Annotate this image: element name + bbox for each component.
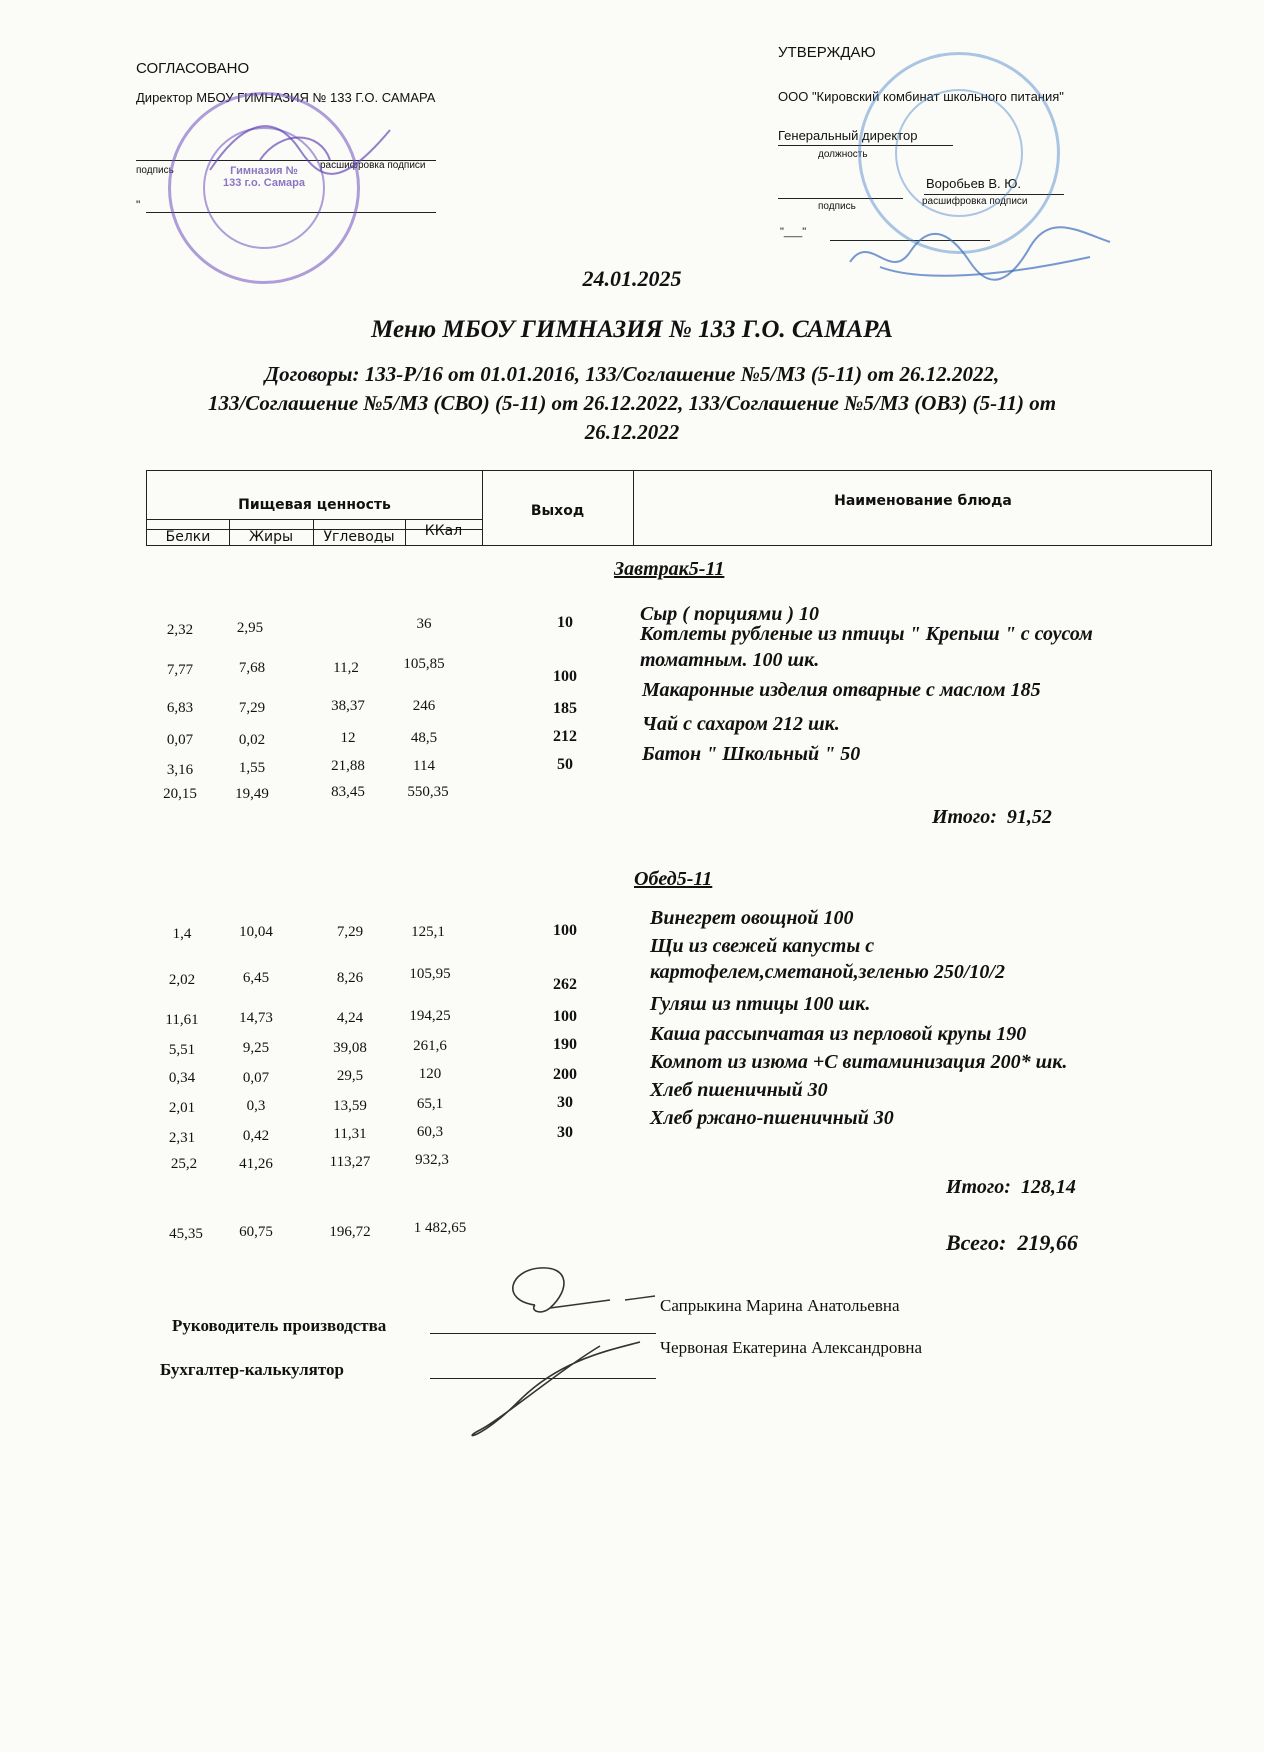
approval-right-signature-line — [778, 198, 903, 199]
breakfast-2-fats: 7,68 — [238, 660, 266, 676]
breakfast-4-proteins: 0,07 — [166, 732, 194, 748]
breakfast-2-yield: 100 — [553, 668, 577, 685]
lunch-6-kcal: 65,1 — [416, 1096, 444, 1112]
lunch-2-proteins: 2,02 — [168, 972, 196, 988]
approval-right-heading: УТВЕРЖДАЮ — [778, 44, 876, 61]
breakfast-total — [932, 806, 1052, 829]
lunch-2-dish — [650, 933, 1190, 985]
breakfast-2-kcal: 105,85 — [403, 656, 445, 672]
approval-left-decoding-caption: расшифровка подписи — [320, 160, 426, 171]
breakfast-sum-proteins: 20,15 — [163, 786, 197, 802]
lunch-1-fats: 10,04 — [239, 924, 273, 940]
lunch-5-dish — [650, 1049, 1230, 1075]
header-carbs: Углеводы — [323, 529, 395, 545]
breakfast-5-carbs: 21,88 — [331, 758, 365, 774]
dish-line: Каша рассыпчатая из перловой крупы 190 — [650, 1023, 1027, 1045]
header-nutrition: Пищевая ценность — [238, 497, 391, 513]
lunch-2-fats: 6,45 — [242, 970, 270, 986]
lunch-sum-kcal: 932,3 — [415, 1152, 449, 1168]
breakfast-1-kcal: 36 — [416, 616, 432, 632]
lunch-1-carbs: 7,29 — [336, 924, 364, 940]
lunch-7-carbs: 11,31 — [333, 1126, 367, 1142]
contracts-line-3: 26.12.2022 — [584, 420, 680, 444]
stamp-left-text: Гимназия № 133 г.о. Самара — [223, 165, 305, 189]
lunch-4-kcal: 261,6 — [413, 1038, 447, 1054]
lunch-3-fats: 14,73 — [239, 1010, 273, 1026]
contracts-line-1: Договоры: 133-Р/16 от 01.01.2016, 133/Соглашение №5/МЗ (5-11) от 26.12.2022, — [264, 362, 1000, 386]
lunch-4-dish — [650, 1021, 1190, 1047]
lunch-3-dish — [650, 991, 1190, 1017]
breakfast-1-fats: 2,95 — [236, 620, 264, 636]
lunch-7-yield: 30 — [557, 1124, 573, 1141]
breakfast-1-proteins: 2,32 — [166, 622, 194, 638]
grand-sum-kcal: 1 482,65 — [413, 1220, 467, 1236]
contracts — [0, 360, 1264, 447]
approval-left-position: Директор МБОУ ГИМНАЗИЯ № 133 Г.О. САМАРА — [136, 90, 436, 105]
menu-date: 24.01.2025 — [582, 266, 682, 291]
lunch-total-label: Итого: — [946, 1176, 1011, 1198]
grand-total-label: Всего: — [946, 1230, 1007, 1255]
lunch-5-proteins: 0,34 — [168, 1070, 196, 1086]
dish-line: картофелем,сметаной,зеленью 250/10/2 — [650, 961, 1005, 983]
accountant-name: Червоная Екатерина Александровна — [660, 1338, 923, 1357]
breakfast-5-kcal: 114 — [413, 758, 435, 774]
grand-sum-fats: 60,75 — [239, 1224, 273, 1240]
breakfast-2-carbs: 11,2 — [333, 660, 359, 676]
lunch-4-fats: 9,25 — [242, 1040, 270, 1056]
breakfast-2-dish — [640, 621, 1180, 673]
breakfast-3-fats: 7,29 — [238, 700, 266, 716]
approval-left-signature-caption: подпись — [136, 165, 174, 176]
lunch-4-proteins: 5,51 — [168, 1042, 196, 1058]
lunch-3-yield: 100 — [553, 1008, 577, 1025]
accountant-label: Бухгалтер-калькулятор — [160, 1360, 344, 1379]
lunch-3-proteins: 11,61 — [165, 1012, 199, 1028]
lunch-section-title: Обед5-11 — [634, 868, 713, 890]
lunch-sum-fats: 41,26 — [239, 1156, 273, 1172]
dish-line: Хлеб ржано-пшеничный 30 — [650, 1107, 894, 1129]
approval-right-decoding-caption: расшифровка подписи — [922, 196, 1028, 207]
lunch-6-dish — [650, 1077, 1190, 1103]
lunch-6-yield: 30 — [557, 1094, 573, 1111]
contracts-line-2: 133/Соглашение №5/МЗ (СВО) (5-11) от 26.12.2022, 133/Соглашение №5/МЗ (ОВЗ) (5-11) от — [207, 391, 1057, 415]
signature-left-image — [190, 100, 410, 210]
approval-right-name: Воробьев В. Ю. — [926, 176, 1021, 191]
approval-right-name-line — [924, 194, 1064, 195]
approval-right-date: "___" — [780, 226, 807, 238]
breakfast-3-kcal: 246 — [412, 698, 436, 714]
dish-line: Батон " Школьный " 50 — [642, 743, 861, 765]
production-head-name: Сапрыкина Марина Анатольевна — [660, 1296, 900, 1315]
lunch-5-kcal: 120 — [418, 1066, 442, 1082]
lunch-1-proteins: 1,4 — [172, 926, 192, 942]
dish-line: Щи из свежей капусты с — [650, 935, 875, 957]
header-kcal: ККал — [424, 523, 463, 539]
dish-line: Гуляш из птицы 100 шк. — [650, 993, 871, 1015]
approval-right-position-line — [778, 145, 953, 146]
lunch-6-carbs: 13,59 — [333, 1098, 367, 1114]
dish-line: Винегрет овощной 100 — [650, 907, 854, 929]
breakfast-5-proteins: 3,16 — [166, 762, 194, 778]
dish-line: Компот из изюма +С витаминизация 200* шк. — [650, 1051, 1068, 1073]
lunch-4-yield: 190 — [553, 1036, 577, 1053]
lunch-sum-carbs: 113,27 — [329, 1154, 371, 1170]
dish-line: Макаронные изделия отварные с маслом 185 — [642, 679, 1041, 701]
breakfast-total-value: 91,52 — [1006, 806, 1052, 828]
breakfast-5-yield: 50 — [557, 756, 573, 773]
approval-right-position-caption: должность — [818, 149, 868, 160]
lunch-total-value: 128,14 — [1020, 1176, 1076, 1198]
lunch-2-yield: 262 — [553, 976, 577, 993]
lunch-2-kcal: 105,95 — [409, 966, 451, 982]
grand-total-value: 219,66 — [1017, 1230, 1078, 1255]
breakfast-sum-carbs: 83,45 — [331, 784, 365, 800]
breakfast-1-yield: 10 — [557, 614, 573, 631]
breakfast-total-label: Итого: — [932, 806, 997, 828]
breakfast-3-proteins: 6,83 — [166, 700, 194, 716]
grand-sum-carbs: 196,72 — [329, 1224, 371, 1240]
breakfast-section-title: Завтрак5-11 — [614, 558, 725, 580]
menu-table-header — [146, 470, 1212, 546]
breakfast-sum-fats: 19,49 — [235, 786, 269, 802]
breakfast-3-dish — [642, 677, 1182, 703]
breakfast-4-carbs: 12 — [340, 730, 356, 746]
approval-right-position: Генеральный директор — [778, 128, 918, 143]
breakfast-4-yield: 212 — [553, 728, 577, 745]
lunch-7-kcal: 60,3 — [416, 1124, 444, 1140]
dish-line: Сыр ( порциями ) 10 — [640, 603, 820, 625]
lunch-7-dish — [650, 1105, 1190, 1131]
breakfast-sum-kcal: 550,35 — [407, 784, 449, 800]
dish-line: Чай с сахаром 212 шк. — [642, 713, 840, 735]
lunch-3-kcal: 194,25 — [409, 1008, 451, 1024]
menu-title: Меню МБОУ ГИМНАЗИЯ № 133 Г.О. САМАРА — [371, 316, 893, 343]
approval-left-date-line — [146, 212, 436, 213]
breakfast-2-proteins: 7,77 — [166, 662, 194, 678]
breakfast-4-fats: 0,02 — [238, 732, 266, 748]
lunch-sum-proteins: 25,2 — [170, 1156, 198, 1172]
lunch-6-fats: 0,3 — [246, 1098, 266, 1114]
lunch-total — [946, 1176, 1076, 1199]
lunch-5-yield: 200 — [553, 1066, 577, 1083]
lunch-7-fats: 0,42 — [242, 1128, 270, 1144]
lunch-4-carbs: 39,08 — [333, 1040, 367, 1056]
approval-left-date: " — [136, 198, 141, 212]
breakfast-4-kcal: 48,5 — [410, 730, 438, 746]
lunch-1-yield: 100 — [553, 922, 577, 939]
lunch-1-kcal: 125,1 — [411, 924, 445, 940]
lunch-5-fats: 0,07 — [242, 1070, 270, 1086]
header-dish-name: Наименование блюда — [834, 493, 1012, 509]
handwritten-signature-image — [440, 1250, 680, 1450]
breakfast-3-carbs: 38,37 — [331, 698, 365, 714]
lunch-2-carbs: 8,26 — [336, 970, 364, 986]
header-fats: Жиры — [248, 529, 294, 545]
production-head-label: Руководитель производства — [172, 1316, 387, 1335]
header-proteins: Белки — [165, 529, 211, 545]
header-yield: Выход — [530, 503, 585, 519]
approval-left-heading: СОГЛАСОВАНО — [136, 60, 250, 77]
approval-right-signature-caption: подпись — [818, 201, 856, 212]
lunch-7-proteins: 2,31 — [168, 1130, 196, 1146]
lunch-6-proteins: 2,01 — [168, 1100, 196, 1116]
lunch-3-carbs: 4,24 — [336, 1010, 364, 1026]
breakfast-3-yield: 185 — [553, 700, 577, 717]
dish-line: томатным. 100 шк. — [640, 649, 820, 671]
grand-sum-proteins: 45,35 — [169, 1226, 203, 1242]
lunch-5-carbs: 29,5 — [336, 1068, 364, 1084]
approval-right-organization: ООО "Кировский комбинат школьного питания" — [778, 89, 1064, 104]
grand-total — [946, 1230, 1078, 1256]
lunch-1-dish — [650, 905, 1190, 931]
dish-line: Хлеб пшеничный 30 — [650, 1079, 828, 1101]
breakfast-5-dish — [642, 741, 1182, 767]
breakfast-5-fats: 1,55 — [238, 760, 266, 776]
dish-line: Котлеты рубленые из птицы " Крепыш " с соусом — [640, 623, 1093, 645]
breakfast-4-dish — [642, 711, 1182, 737]
